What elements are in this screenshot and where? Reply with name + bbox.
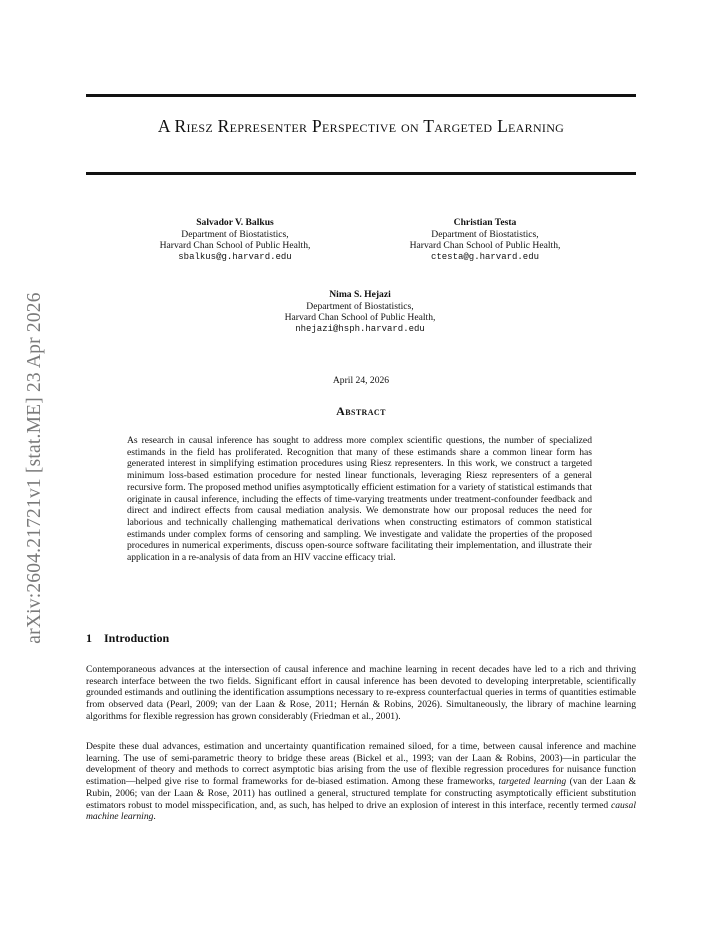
- section-number: 1: [86, 631, 92, 645]
- author-block: [390, 217, 580, 263]
- arxiv-identifier: [22, 248, 48, 688]
- title-rule-bottom: [86, 172, 636, 175]
- section-title: Introduction: [104, 631, 170, 645]
- publication-date: April 24, 2026: [332, 375, 390, 386]
- arxiv-identifier-text: arXiv:2604.21721v1 [stat.ME] 23 Apr 2026: [24, 292, 45, 644]
- author-email[interactable]: ctesta@g.harvard.edu: [430, 251, 540, 262]
- paper-title: A Riesz Representer Perspective on Targeted Learning: [157, 116, 565, 136]
- paragraph-text: (van der Laan & Rubin, 2006; van der Laan & Rose, 2011) has outlined a general, structured template for constructing asymptotically efficient substitution estimators robust to model misspecification, and, as such, has helped to drive an explosion of interest in this interface, recently termed: [86, 776, 636, 811]
- author-name: Salvador V. Balkus: [196, 217, 274, 228]
- title-rule-top: [86, 94, 636, 97]
- body-paragraph: Contemporaneous advances at the intersection of causal inference and machine learning in recent decades have led to a rich and thriving research interface between the two fields. Significant effort in causal inference has been devoted to developing interpretable, scientifically grounded estimands and outlining the identification assumptions necessary to re-express counterfactual queries in terms of quantities estimable from observed data (Pearl, 2009; van der Laan & Rose, 2011; Hernán & Robins, 2026). Simultaneously, the library of machine learning algorithms for flexible regression has grown considerably (Friedman et al., 2001).: [86, 664, 636, 722]
- author-school: Harvard Chan School of Public Health,: [159, 240, 311, 252]
- abstract-heading: Abstract: [336, 404, 386, 418]
- author-email[interactable]: sbalkus@g.harvard.edu: [178, 251, 292, 262]
- author-school: Harvard Chan School of Public Health,: [284, 312, 436, 324]
- author-name: Nima S. Hejazi: [329, 289, 391, 300]
- author-name: Christian Testa: [453, 217, 517, 228]
- paragraph-text: .: [153, 811, 156, 823]
- body-paragraph: [86, 741, 636, 823]
- author-department: Department of Biostatistics,: [306, 300, 414, 312]
- author-school: Harvard Chan School of Public Health,: [409, 240, 561, 252]
- author-department: Department of Biostatistics,: [431, 228, 539, 240]
- paragraph-text: Despite these dual advances, estimation and uncertainty quantification remained siloed, for a time, between causal inference and machine learning. The use of semi-parametric theory to bridge these areas (Bickel et al., 1993; van der Laan & Robins, 2003)—in particular the development of theory and methods to correct asymptotic bias arising from the use of flexible regression procedures for nuisance function estimation—helped give rise to formal frameworks for de-biased estimation. Among these frameworks,: [86, 741, 636, 788]
- section-heading: [86, 631, 169, 646]
- abstract-text: As research in causal inference has sought to address more complex scientific questions, the number of specialized estimands in the field has proliferated. Recognition that many of these estimands share a common linear form has generated interest in simplifying estimation procedures using Riesz representers. In this work, we construct a targeted minimum loss-based estimation procedure for nested linear functionals, leveraging Riesz representers of a general recursive form. The proposed method unifies asymptotically efficient estimation for a variety of statistical estimands that originate in causal inference, including the effects of time-varying treatments under treatment-confounder feedback and direct and indirect effects from causal mediation analysis. We demonstrate how our proposal reduces the need for laborious and technically challenging mathematical derivations when constructing estimators of common statistical estimands under complex forms of censoring and sampling. We investigate and validate the properties of the proposed procedures in numerical experiments, discuss open-source software facilitating their implementation, and illustrate their application in a re-analysis of data from an HIV vaccine efficacy trial.: [127, 435, 592, 564]
- author-block: [260, 289, 460, 335]
- emphasized-term: targeted learning: [498, 776, 567, 788]
- author-email[interactable]: nhejazi@hsph.harvard.edu: [295, 323, 425, 334]
- author-block: [140, 217, 330, 263]
- author-department: Department of Biostatistics,: [181, 228, 289, 240]
- emphasized-term: causal machine learning: [86, 799, 636, 823]
